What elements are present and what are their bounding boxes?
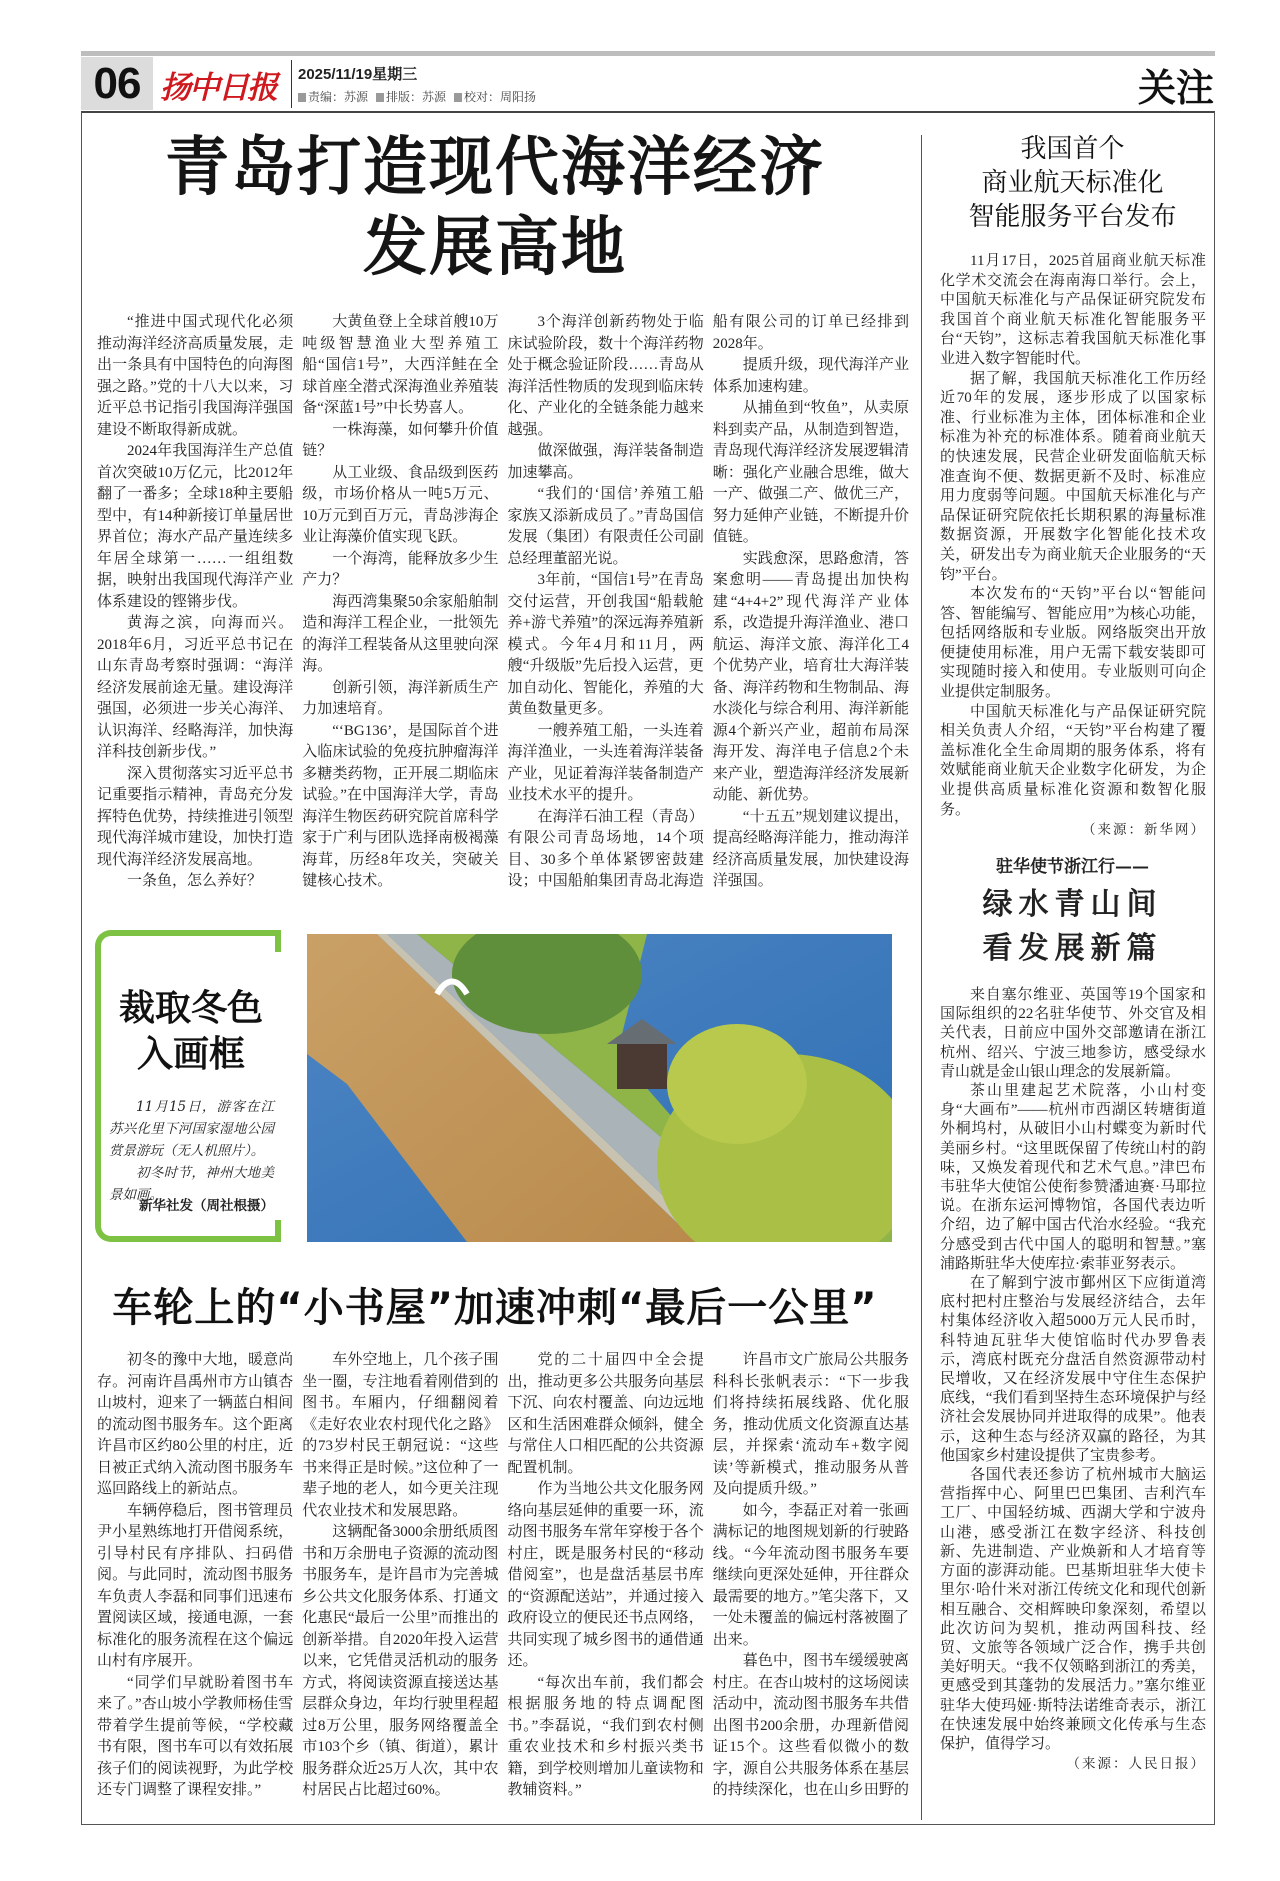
paragraph: 许昌市文广旅局公共服务科科长张帆表示：“下一步我们将持续拓展线路、优化服务，推动优质文化资源直达基层，并探索‘流动车+数字阅读’等新模式，推动服务从普及向提质升级。” <box>712 1352 909 1497</box>
paragraph: 本次发布的“天钧”平台以“智能问答、智能编写、智能应用”为核心功能，包括网络版和专业版。网络版突出开放便捷使用标准，用户无需下载安装即可实现随时接入和使用。专业版则可向企业提供定制服务。 <box>940 586 1206 701</box>
credit-editor: 责编：苏源 <box>298 88 368 105</box>
paragraph: 创新引领，海洋新质生产力加速培育。 <box>302 679 499 717</box>
paragraph: 一株海藻，如何攀升价值链？ <box>302 421 499 459</box>
caption-paragraph: 11月15日，游客在江苏兴化里下河国家湿地公园赏景游玩（无人机照片）。 <box>109 1099 274 1159</box>
paragraph: “我们的‘国信’养殖工船家族又添新成员了。”青岛国信发展（集团）有限责任公司副总经理董韶光说。 <box>507 486 704 567</box>
paragraph: 提质升级，现代海洋产业体系加速构建。 <box>712 357 909 395</box>
paragraph: 暮色中，图书车缓缓驶离村庄。在杏山坡村的这场阅读活动中，流动图书服务车共借出图书200余册，办理新借阅证15个。这些看似微小的数字，源自公共服务体系在基层的持续深化，也在山乡田野的 <box>712 1653 909 1798</box>
column-divider <box>921 135 922 1820</box>
right-article1-body <box>940 252 1206 840</box>
paragraph: 在了解到宁波市鄞州区下应街道湾底村把村庄整治与发展经济结合，去年村集体经济收入超5000万元人民币时，科特迪瓦驻华大使馆临时代办罗鲁表示，湾底村既充分盘活自然资源带动村民增收，又在经济发展中守住生态保护底线，“我们看到坚持生态环境保护与经济社会发展协同并进取得的成果”。他表示，这种生态与经济双赢的路径，为其他国家乡村建设提供了宝贵参考。 <box>940 1275 1206 1464</box>
paragraph: “十五五”规划建议提出，提高经略海洋能力，推动海洋经济高质量发展，加快建设海洋强国。 <box>712 808 909 889</box>
right-article2-headline <box>930 883 1215 971</box>
photo-caption-box <box>95 930 281 1242</box>
paragraph: 这辆配备3000余册纸质图书和万余册电子资源的流动图书服务车，是许昌市为完善城乡公共文化服务体系、打通文化惠民“最后一公里”而推出的创新举措。自2020年投入运营以来，它凭借灵活机动的服务方式，将阅读资源直接送达基层群众身边，年均行驶里程超过8万公里，服务网络覆盖全市103个乡（镇、街道），累计服务群众近25万人次，其中农村居民占比超过60%。 <box>302 1524 499 1798</box>
headline-line: 智能服务平台发布 <box>968 202 1177 232</box>
paragraph: 如今，李磊正对着一张画满标记的地图规划新的行驶路线。“今年流动图书服务车要继续向更深处延伸，开往群众最需要的地方。”笔尖落下，又一处未覆盖的偏远村落被圈了出来。 <box>712 1502 909 1648</box>
right-article1-headline <box>930 132 1215 234</box>
headline-line: 商业航天标准化 <box>981 168 1164 198</box>
paragraph: “推进中国式现代化必须推动海洋经济高质量发展，走出一条具有中国特色的向海图强之路。”党的十八大以来，习近平总书记指引我国海洋强国建设不断取得新成就。 <box>97 314 294 438</box>
header-rule <box>81 51 1215 56</box>
article-source: （来源：新华网） <box>1082 822 1206 838</box>
headline-line: 看发展新篇 <box>982 931 1163 966</box>
photo-credit: 新华社发（周社根摄） <box>139 1198 274 1214</box>
paragraph: 从捕鱼到“牧鱼”，从卖原料到卖产品，从制造到智造，青岛现代海洋经济发展逻辑清晰：强化产业融合思维，做大一产、做强二产、做优三产，努力延伸产业链，不断提升价值链。 <box>712 400 909 545</box>
paragraph: 来自塞尔维亚、英国等19个国家和国际组织的22名驻华使节、外交官及相关代表，日前应中国外交部邀请在浙江杭州、绍兴、宁波三地参访，感受绿水青山就是金山银山理念的发展新篇。 <box>940 987 1206 1080</box>
article2-body <box>97 1350 909 1816</box>
paragraph: 党的二十届四中全会提出，推动更多公共服务向基层下沉、向农村覆盖、向边远地区和生活困难群众倾斜，健全与常住人口相匹配的公共资源配置机制。 <box>507 1352 704 1476</box>
paragraph: 据了解，我国航天标准化工作历经近70年的发展，逐步形成了以国家标准、行业标准为主体，团体标准和企业标准为补充的标准体系。随着商业航天的快速发展，民营企业研发面临航天标准查询不便、数据更新不及时、标准应用力度弱等问题。中国航天标准化与产品保证研究院依托长期积累的海量标准数据资源，开展数字化智能化技术攻关，研发出专为商业航天企业服务的“天钧”平台。 <box>940 370 1206 583</box>
paragraph: 作为当地公共文化服务网络向基层延伸的重要一环，流动图书服务车常年穿梭于各个村庄，既是服务村民的“移动借阅室”，也是盘活基层书库的“资源配送站”，并通过接入政府设立的便民还书点网络，共同实现了城乡图书的通借通还。 <box>507 1481 704 1669</box>
paragraph: 一个海湾，能释放多少生产力？ <box>302 550 499 588</box>
credit-layout: 排版：苏源 <box>376 88 446 105</box>
paragraph: “同学们早就盼着图书车来了。”杏山坡小学教师杨佳雪带着学生提前等候，“学校藏书有限，图书车可以有效拓展孩子们的阅读视野，为此学校还专门调整了课程安排。” <box>97 1674 294 1798</box>
paragraph: 从工业级、食品级到医药级，市场价格从一吨5万元、10万元到百万元，青岛涉海企业让海藻价值实现飞跃。 <box>302 464 499 545</box>
wetland-park-photo <box>307 934 892 1242</box>
paragraph: 2024年我国海洋生产总值首次突破10万亿元，比2012年翻了一番多；全球18种主要船型中，有14种新接订单量居世界首位；海水产品产量连续多年居全球第一……一组组数据，映射出我国现代海洋产业体系建设的铿锵步伐。 <box>97 443 294 610</box>
paragraph: 做深做强，海洋装备制造加速攀高。 <box>507 443 704 481</box>
editor-credits <box>298 88 536 105</box>
article1-headline <box>100 128 890 288</box>
paragraph: 各国代表还参访了杭州城市大脑运营指挥中心、阿里巴巴集团、吉利汽车工厂、中国轻纺城、西湖大学和宁波舟山港，感受浙江在数字经济、科技创新、先进制造、产业焕新和人才培育等方面的澎湃动能。巴基斯坦驻华大使卡里尔·哈什米对浙江传统文化和现代创新相互融合、交相辉映印象深刻，希望以此次访问为契机，推动两国科技、经贸、文旅等各领域广泛合作，携手共创美好明天。“我不仅领略到浙江的秀美，更感受到其蓬勃的发展活力。”塞尔维亚驻华大使玛娅·斯特法诺维奇表示，浙江在快速发展中始终兼顾文化传承与生态保护，值得学习。 <box>940 1467 1206 1752</box>
title-line: 入画框 <box>136 1034 245 1075</box>
photo-feature-title <box>101 986 281 1078</box>
paragraph: 实践愈深，思路愈清，答案愈明——青岛提出加快构建“4+4+2”现代海洋产业体系，改造提升海洋渔业、港口航运、海洋文旅、海洋化工4个优势产业，培育壮大海洋装备、海洋药物和生物制品、海水淡化与综合利用、海洋新能源4个新兴产业，超前布局深海开发、海洋电子信息2个未来产业，塑造海洋经济发展新动能、新优势。 <box>712 550 909 803</box>
credit-proofread: 校对：周阳扬 <box>454 88 536 105</box>
paragraph: 11月17日，2025首届商业航天标准化学术交流会在海南海口举行。会上，中国航天标准化与产品保证研究院发布我国首个商业航天标准化智能服务平台“天钧”，这标志着我国航天标准化事业进入数字智能时代。 <box>940 253 1206 367</box>
headline-line: 青岛打造现代海洋经济 <box>165 130 825 205</box>
willow-trees <box>667 1024 807 1144</box>
newspaper-logo: 扬中日报 <box>160 70 276 106</box>
header-divider <box>291 60 292 108</box>
paragraph: 在海洋石油工程（青岛）有限公司青岛场地，14个项目、30多个单体紧锣密鼓建设；中国船舶集团青岛北海造船有限公司的订单已经排到2028年。 <box>507 314 909 889</box>
paragraph: 车外空地上，几个孩子围坐一圈，专注地看着刚借到的图书。车厢内，仔细翻阅着《走好农业农村现代化之路》的73岁村民王朝冠说：“这些书来得正是时候。”这位种了一辈子地的老人，如今更关注现代农业技术和发展思路。 <box>302 1352 499 1519</box>
photo-illustration <box>307 934 892 1242</box>
paragraph: 一条鱼，怎么养好？ <box>127 873 263 889</box>
paragraph: 茶山里建起艺术院落，小山村变身“大画布”——杭州市西湖区转塘街道外桐坞村，从破旧小山村蝶变为新时代美丽乡村。“这里既保留了传统山村的韵味，又焕发着现代和艺术气息。”津巴布韦驻华大使馆公使衔参赞潘迪赛·马耶拉说。在浙东运河博物馆，各国代表边听介绍，边了解中国古代治水经验。“我充分感受到古代中国人的聪明和智慧。”塞浦路斯驻华大使库拉·索菲亚努表示。 <box>940 1083 1206 1272</box>
title-line: 裁取冬色 <box>118 988 263 1029</box>
paragraph: “‘BG136’，是国际首个进入临床试验的免疫抗肿瘤海洋多糖类药物，正开展二期临床试验。”在中国海洋大学，青岛海洋生物医药研究院首席科学家于广利与团队选择南极褐藻海茸，历经8年攻关，突破关键核心技术。 <box>302 722 499 889</box>
article1-body <box>97 312 909 894</box>
article-source: （来源：人民日报） <box>1066 1756 1206 1772</box>
paragraph: 深入贯彻落实习近平总书记重要指示精神，青岛充分发挥特色优势，持续推进引领型现代海洋城市建设，加快打造现代海洋经济发展高地。 <box>97 765 294 868</box>
right-article2-kicker: 驻华使节浙江行—— <box>996 857 1149 877</box>
paragraph: 3年前，“国信1号”在青岛交付运营，开创我国“船载舱养+游弋养殖”的深远海养殖新模式。今年4月和11月，两艘“升级版”先后投入运营，更加自动化、智能化，养殖的大黄鱼数量更多。 <box>507 572 704 717</box>
headline-line: 我国首个 <box>1020 134 1125 164</box>
headline-line: 绿水青山间 <box>982 887 1163 922</box>
paragraph: 大黄鱼登上全球首艘10万吨级智慧渔业大型养殖工船“国信1号”，大西洋鲑在全球首座全潜式深海渔业养殖装备“深蓝1号”中长势喜人。 <box>302 314 499 416</box>
photo-caption <box>109 1096 274 1206</box>
pavilion-body <box>617 1044 667 1089</box>
paragraph: “每次出车前，我们都会根据服务地的特点调配图书。”李磊说，“我们到农村侧重农业技术和乡村振兴类书籍，到学校则增加儿童读物和教辅资料。” <box>507 1674 704 1798</box>
issue-date: 2025/11/19星期三 <box>298 66 418 83</box>
paragraph: 黄海之滨，向海而兴。2018年6月，习近平总书记在山东青岛考察时强调：“海洋经济发展前途无量。建设海洋强国，必须进一步关心海洋、认识海洋、经略海洋，加快海洋科技创新步伐。” <box>97 615 294 760</box>
section-name: 关注 <box>1137 68 1214 110</box>
page-number: 06 <box>81 57 153 110</box>
paragraph: 一艘养殖工船，一头连着海洋渔业，一头连着海洋装备产业，见证着海洋装备制造产业技术水平的提升。 <box>507 722 704 803</box>
paragraph: 3个海洋创新药物处于临床试验阶段，数十个海洋药物处于概念验证阶段……青岛从海洋活性物质的发现到临床转化、产业化的全链条能力越来越强。 <box>507 314 704 438</box>
caption-paragraph: 初冬时节，神州大地美景如画。 <box>109 1165 274 1203</box>
paragraph: 初冬的豫中大地，暖意尚存。河南许昌禹州市方山镇杏山坡村，迎来了一辆蓝白相间的流动图书服务车。这个距离许昌市区约80公里的村庄，近日被正式纳入流动图书服务车巡回路线上的新站点。 <box>97 1352 294 1497</box>
article2-headline: 车轮上的“小书屋”加速冲刺“最后一公里” <box>112 1285 878 1331</box>
right-article2-body <box>940 986 1206 1773</box>
paragraph: 海西湾集聚50余家船舶制造和海洋工程企业，一批领先的海洋工程装备从这里驶向深海。 <box>302 593 499 674</box>
paragraph: 车辆停稳后，图书管理员尹小星熟练地打开借阅系统，引导村民有序排队、扫码借阅。与此同时，流动图书服务车负责人李磊和同事们迅速布置阅读区域，接通电源，一套标准化的服务流程在这个偏远山村有序展开。 <box>97 1502 294 1669</box>
headline-line: 发展高地 <box>363 210 627 285</box>
paragraph: 中国航天标准化与产品保证研究院相关负责人介绍，“天钧”平台构建了覆盖标准化全生命周期的服务体系，将有效赋能商业航天企业数字化研发，为企业提供高质量标准化资源和数智化服务。 <box>940 703 1206 818</box>
